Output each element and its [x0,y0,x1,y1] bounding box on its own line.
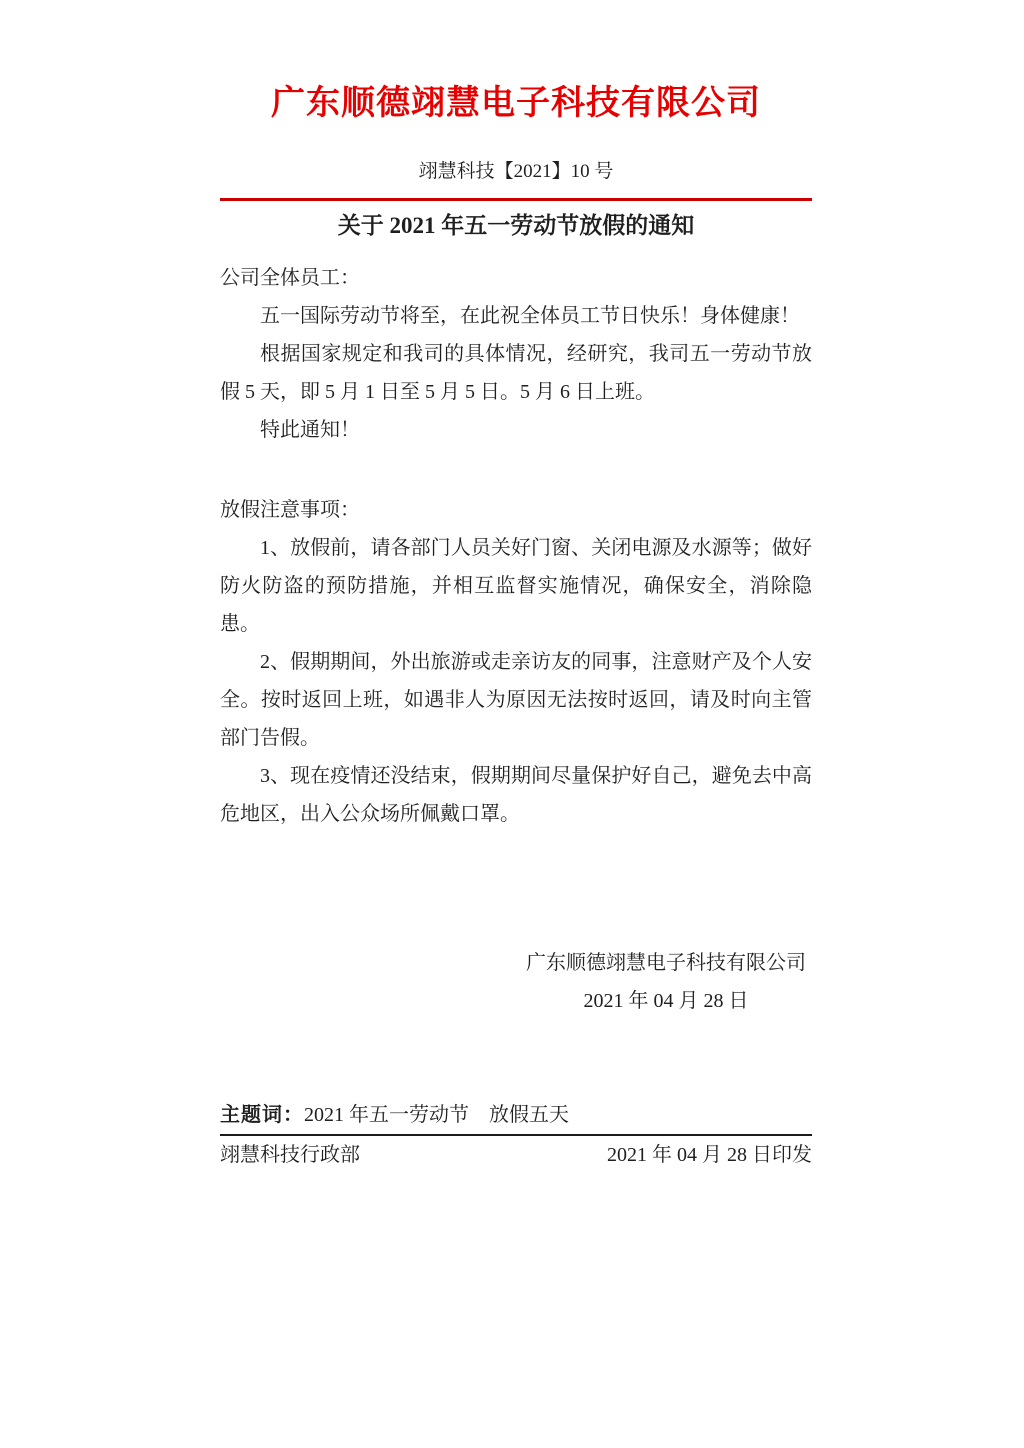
keywords-line [220,1101,812,1129]
print-date: 2021 年 04 月 28 日印发 [607,1144,812,1166]
keywords-label: 主题词： [220,1104,304,1126]
body-paragraph: 特此通知！ [260,419,360,441]
company-letterhead-title: 广东顺德翊慧电子科技有限公司 [271,85,761,122]
signature-company: 广东顺德翊慧电子科技有限公司 [526,952,806,974]
document-number: 翊慧科技【2021】10 号 [418,161,614,182]
notes-heading: 放假注意事项： [220,499,360,521]
signature-block [526,944,806,1020]
notice-body [220,259,812,833]
footer-row [220,1141,812,1169]
body-paragraph: 五一国际劳动节将至，在此祝全体员工节日快乐！身体健康！ [260,305,800,327]
signature-date: 2021 年 04 月 28 日 [583,990,749,1012]
red-divider-line [220,198,812,201]
footer-divider-line [220,1134,812,1136]
issuing-department: 翊慧科技行政部 [220,1144,360,1166]
document-content [220,0,812,1169]
notice-title: 关于 2021 年五一劳动节放假的通知 [337,213,695,238]
note-item: 3、现在疫情还没结束，假期期间尽量保护好自己，避免去中高危地区，出入公众场所佩戴口罩。 [220,765,812,825]
body-paragraph: 根据国家规定和我司的具体情况，经研究，我司五一劳动节放假 5 天，即 5 月 1 日至 5 月 5 日。5 月 6 日上班。 [220,343,812,403]
salutation: 公司全体员工： [220,267,360,289]
keywords-value: 2021 年五一劳动节 放假五天 [304,1104,569,1126]
note-item: 2、假期期间，外出旅游或走亲访友的同事，注意财产及个人安全。按时返回上班，如遇非人为原因无法按时返回，请及时向主管部门告假。 [220,651,812,749]
note-item: 1、放假前，请各部门人员关好门窗、关闭电源及水源等；做好防火防盗的预防措施，并相互监督实施情况，确保安全，消除隐患。 [220,537,812,635]
